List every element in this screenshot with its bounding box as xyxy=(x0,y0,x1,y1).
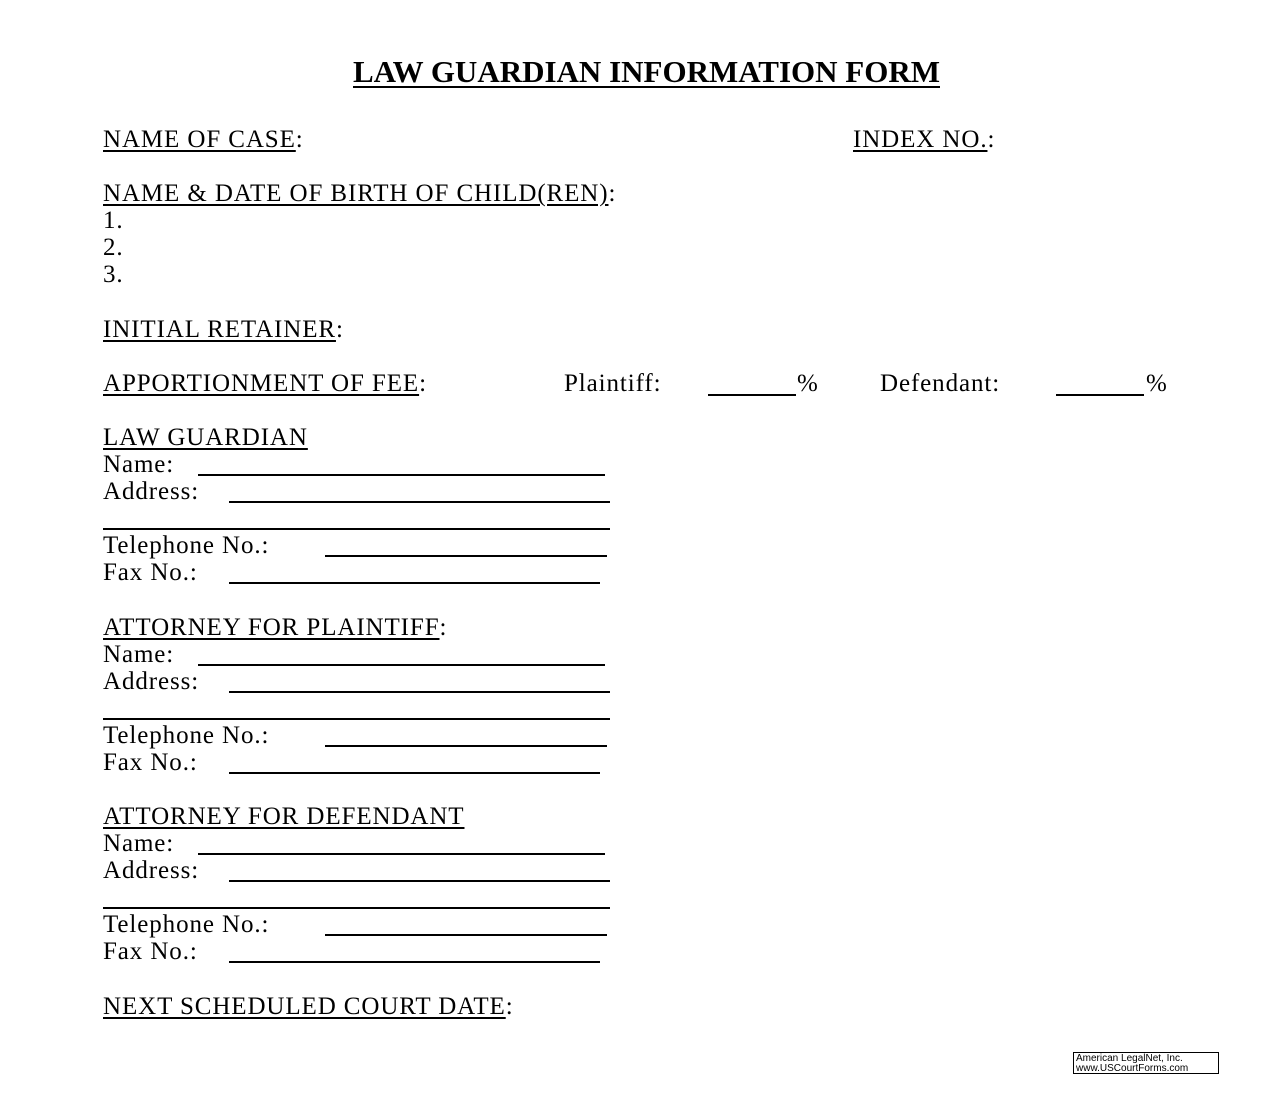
attorney-defendant-name-label: Name: xyxy=(103,830,175,857)
attorney-defendant-fax-label: Fax No.: xyxy=(103,938,198,965)
initial-retainer-row xyxy=(103,314,344,346)
attorney-defendant-heading-text: ATTORNEY FOR DEFENDANT xyxy=(103,803,465,830)
plaintiff-percent-sign: % xyxy=(797,370,819,397)
attorney-plaintiff-address-label: Address: xyxy=(103,668,200,695)
apportionment-label: APPORTIONMENT OF FEE xyxy=(103,370,420,397)
defendant-percent-label: Defendant: xyxy=(880,370,1001,397)
law-guardian-telephone-label: Telephone No.: xyxy=(103,532,270,559)
attorney-plaintiff-address-line2-input[interactable] xyxy=(103,698,610,720)
plaintiff-percent-input[interactable] xyxy=(708,376,796,396)
child-item-1: 1. xyxy=(103,207,124,234)
index-no-label: INDEX NO. xyxy=(853,126,988,153)
court-date-row xyxy=(103,991,514,1023)
attorney-plaintiff-heading-text: ATTORNEY FOR PLAINTIFF xyxy=(103,614,440,641)
attorney-plaintiff-name-label: Name: xyxy=(103,641,175,668)
defendant-percent-sign: % xyxy=(1146,370,1168,397)
attorney-defendant-address-label: Address: xyxy=(103,857,200,884)
index-no-row xyxy=(853,124,995,156)
case-name-row xyxy=(103,124,304,156)
index-no-colon: : xyxy=(987,126,996,153)
attorney-plaintiff-name-input[interactable] xyxy=(198,644,605,666)
law-guardian-name-input[interactable] xyxy=(198,454,605,476)
form-title-text: LAW GUARDIAN INFORMATION FORM xyxy=(353,54,940,89)
attorney-plaintiff-colon: : xyxy=(439,614,448,641)
footer-stamp xyxy=(1073,1052,1219,1074)
child-item-2: 2. xyxy=(103,234,124,261)
attorney-defendant-fax-input[interactable] xyxy=(229,941,600,963)
law-guardian-name-label: Name: xyxy=(103,451,175,478)
attorney-plaintiff-fax-label: Fax No.: xyxy=(103,749,198,776)
apportionment-colon: : xyxy=(419,370,427,397)
attorney-defendant-address-input[interactable] xyxy=(229,860,610,882)
law-guardian-fax-input[interactable] xyxy=(229,562,600,584)
law-guardian-address-input[interactable] xyxy=(229,481,610,503)
law-guardian-address-line2-input[interactable] xyxy=(103,508,610,530)
footer-website: www.USCourtForms.com xyxy=(1076,1063,1189,1074)
attorney-defendant-name-input[interactable] xyxy=(198,833,605,855)
law-guardian-heading-text: LAW GUARDIAN xyxy=(103,424,308,451)
attorney-defendant-address-line2-input[interactable] xyxy=(103,887,610,909)
initial-retainer-colon: : xyxy=(335,316,344,343)
attorney-defendant-telephone-input[interactable] xyxy=(325,914,607,936)
law-guardian-telephone-input[interactable] xyxy=(325,535,607,557)
defendant-percent-row xyxy=(880,368,1000,400)
case-name-label: NAME OF CASE xyxy=(103,126,296,153)
attorney-plaintiff-telephone-label: Telephone No.: xyxy=(103,722,270,749)
form-title xyxy=(0,52,1275,92)
attorney-plaintiff-fax-input[interactable] xyxy=(229,752,600,774)
defendant-percent-input[interactable] xyxy=(1056,376,1144,396)
court-date-label: NEXT SCHEDULED COURT DATE xyxy=(103,993,506,1020)
plaintiff-percent-row xyxy=(564,368,661,400)
attorney-plaintiff-telephone-input[interactable] xyxy=(325,725,607,747)
children-heading-colon: : xyxy=(608,180,617,207)
court-date-colon: : xyxy=(505,993,514,1020)
child-item-3: 3. xyxy=(103,261,124,288)
case-name-colon: : xyxy=(295,126,304,153)
initial-retainer-label: INITIAL RETAINER xyxy=(103,316,336,343)
attorney-defendant-telephone-label: Telephone No.: xyxy=(103,911,270,938)
children-heading: NAME & DATE OF BIRTH OF CHILD(REN) xyxy=(103,180,609,207)
children-heading-row xyxy=(103,178,616,210)
footer-company: American LegalNet, Inc. xyxy=(1076,1053,1183,1064)
law-guardian-address-label: Address: xyxy=(103,478,200,505)
law-guardian-fax-label: Fax No.: xyxy=(103,559,198,586)
attorney-plaintiff-address-input[interactable] xyxy=(229,671,610,693)
apportionment-row xyxy=(103,368,427,400)
plaintiff-percent-label: Plaintiff: xyxy=(564,370,662,397)
